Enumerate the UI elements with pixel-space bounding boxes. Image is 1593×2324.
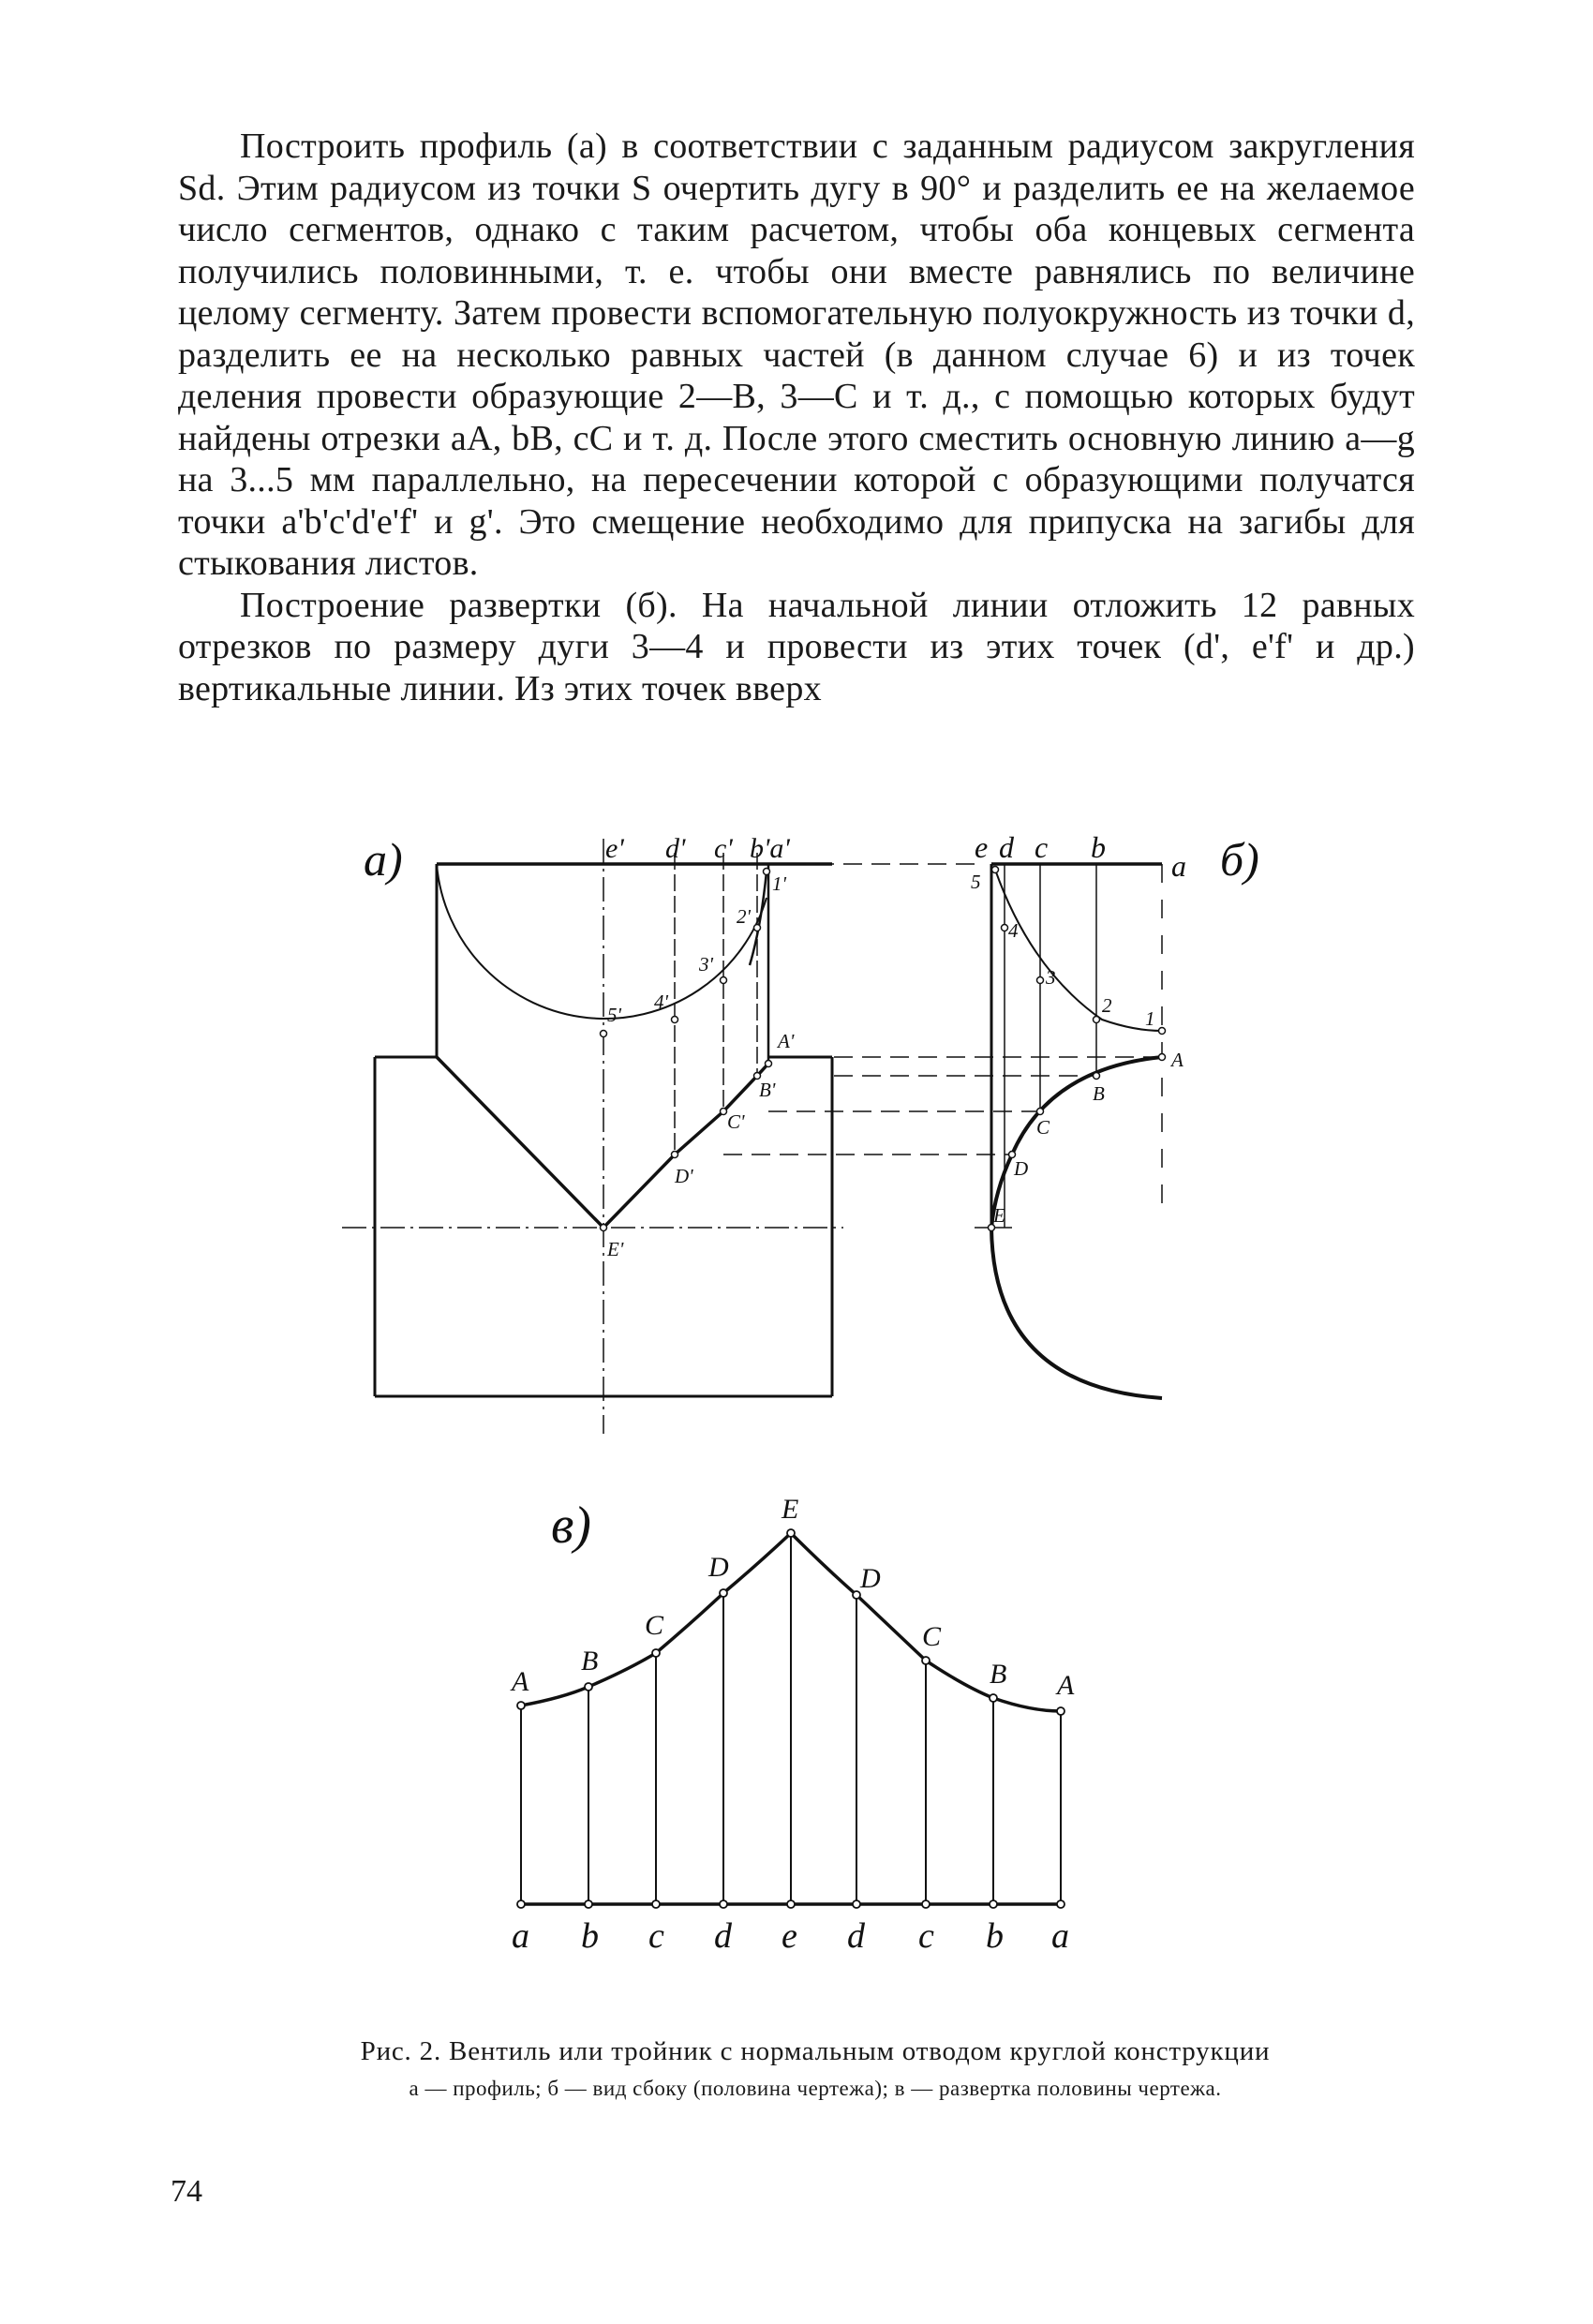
label-D-prime: D' bbox=[675, 1165, 693, 1187]
dev-base-a-right: a bbox=[1051, 1916, 1069, 1956]
label-D: D bbox=[1014, 1157, 1029, 1180]
label-5: 5 bbox=[971, 871, 981, 893]
label-d: d bbox=[999, 830, 1014, 864]
label-E: E bbox=[993, 1204, 1005, 1227]
label-d-prime: d' bbox=[665, 833, 686, 864]
label-c: c bbox=[1035, 830, 1049, 864]
panel-v-development bbox=[510, 1494, 1075, 1956]
label-4: 4 bbox=[1008, 919, 1019, 942]
dev-label-C-right: C bbox=[922, 1621, 942, 1652]
label-1-prime: 1' bbox=[772, 872, 786, 895]
label-b: b bbox=[1091, 830, 1106, 864]
dev-base-b-left: b bbox=[581, 1916, 599, 1956]
panel-b-label: б) bbox=[1220, 833, 1259, 886]
label-1: 1 bbox=[1145, 1007, 1155, 1030]
label-2: 2 bbox=[1102, 994, 1112, 1017]
label-4-prime: 4' bbox=[654, 991, 668, 1013]
caption-title: Рис. 2. Вентиль или тройник с нормальным отводом круглой конструкции bbox=[360, 2036, 1271, 2066]
dev-base-a-left: a bbox=[512, 1916, 529, 1956]
dev-label-B-left: B bbox=[581, 1646, 599, 1676]
label-a: a bbox=[1171, 849, 1186, 883]
dev-label-A-left: A bbox=[512, 1666, 529, 1697]
label-B: B bbox=[1093, 1082, 1105, 1105]
label-C: C bbox=[1036, 1116, 1050, 1139]
panel-b-side-view bbox=[971, 830, 1259, 1398]
label-E-prime: E' bbox=[607, 1238, 624, 1260]
label-3: 3 bbox=[1046, 966, 1056, 989]
panel-a-label: а) bbox=[364, 833, 403, 886]
dev-label-D-right: D bbox=[860, 1563, 881, 1594]
panel-a-profile bbox=[342, 833, 843, 1434]
label-A-prime: A' bbox=[778, 1030, 795, 1052]
paragraph-2: Построение развертки (б). На начальной линии отложить 12 равных отрезков по размеру дуги 3—4 и провести из этих точек (d', e'f' и др.) вертикальные линии. Из этих точек вверх bbox=[178, 585, 1415, 708]
dev-base-b-right: b bbox=[986, 1916, 1004, 1956]
label-e: e bbox=[975, 830, 989, 864]
dev-label-D-left: D bbox=[708, 1552, 729, 1583]
paragraph-1: Построить профиль (а) в соответствии с заданным радиусом закругления Sd. Этим радиусом из точки S очертить дугу в 90° и разделить ее на желаемое число сегментов, однако с таким расчетом, чтобы оба концевых сегмента получились половинными, т. е. чтобы они вместе равнялись по величине целому сегменту. Затем провести вспомогательную полуокружность из точки d, разделить ее на несколько равных частей (в данном случае 6) и из точек деления провести образующие 2—В, 3—С и т. д., с помощью которых будут найдены отрезки аА, bВ, сС и т. д. После этого сместить основную линию а—g на 3...5 мм параллельно, на пересечении которой с образующими получатся точки a'b'c'd'e'f' и g'. Это смещение необходимо для припуска на загибы для стыкования листов. bbox=[178, 127, 1415, 583]
panel-v-label: в) bbox=[551, 1497, 591, 1555]
label-3-prime: 3' bbox=[699, 953, 713, 976]
figure-caption bbox=[319, 2035, 1312, 2101]
dev-label-C-left: C bbox=[645, 1610, 664, 1641]
label-c-prime: c' bbox=[714, 833, 733, 864]
label-e-prime: e' bbox=[605, 833, 624, 864]
label-C-prime: C' bbox=[727, 1110, 745, 1133]
dev-label-A-right: A bbox=[1057, 1670, 1075, 1701]
label-2-prime: 2' bbox=[737, 905, 751, 928]
dev-base-d-right: d bbox=[847, 1916, 865, 1956]
label-A: A bbox=[1171, 1049, 1184, 1071]
dev-base-e: e bbox=[782, 1916, 797, 1956]
dev-label-B-right: B bbox=[990, 1659, 1007, 1690]
dev-base-c-right: c bbox=[918, 1916, 934, 1956]
dev-base-d-left: d bbox=[714, 1916, 732, 1956]
label-B-prime: B' bbox=[759, 1079, 776, 1101]
label-5-prime: 5' bbox=[607, 1004, 621, 1026]
caption-legend: а — профиль; б — вид сбоку (половина чертежа); в — развертка половины чертежа. bbox=[409, 2077, 1222, 2100]
label-ba-prime: b'a' bbox=[750, 833, 790, 864]
dev-base-c-left: c bbox=[648, 1916, 664, 1956]
dev-label-E: E bbox=[782, 1494, 799, 1525]
page-number: 74 bbox=[171, 2174, 202, 2209]
